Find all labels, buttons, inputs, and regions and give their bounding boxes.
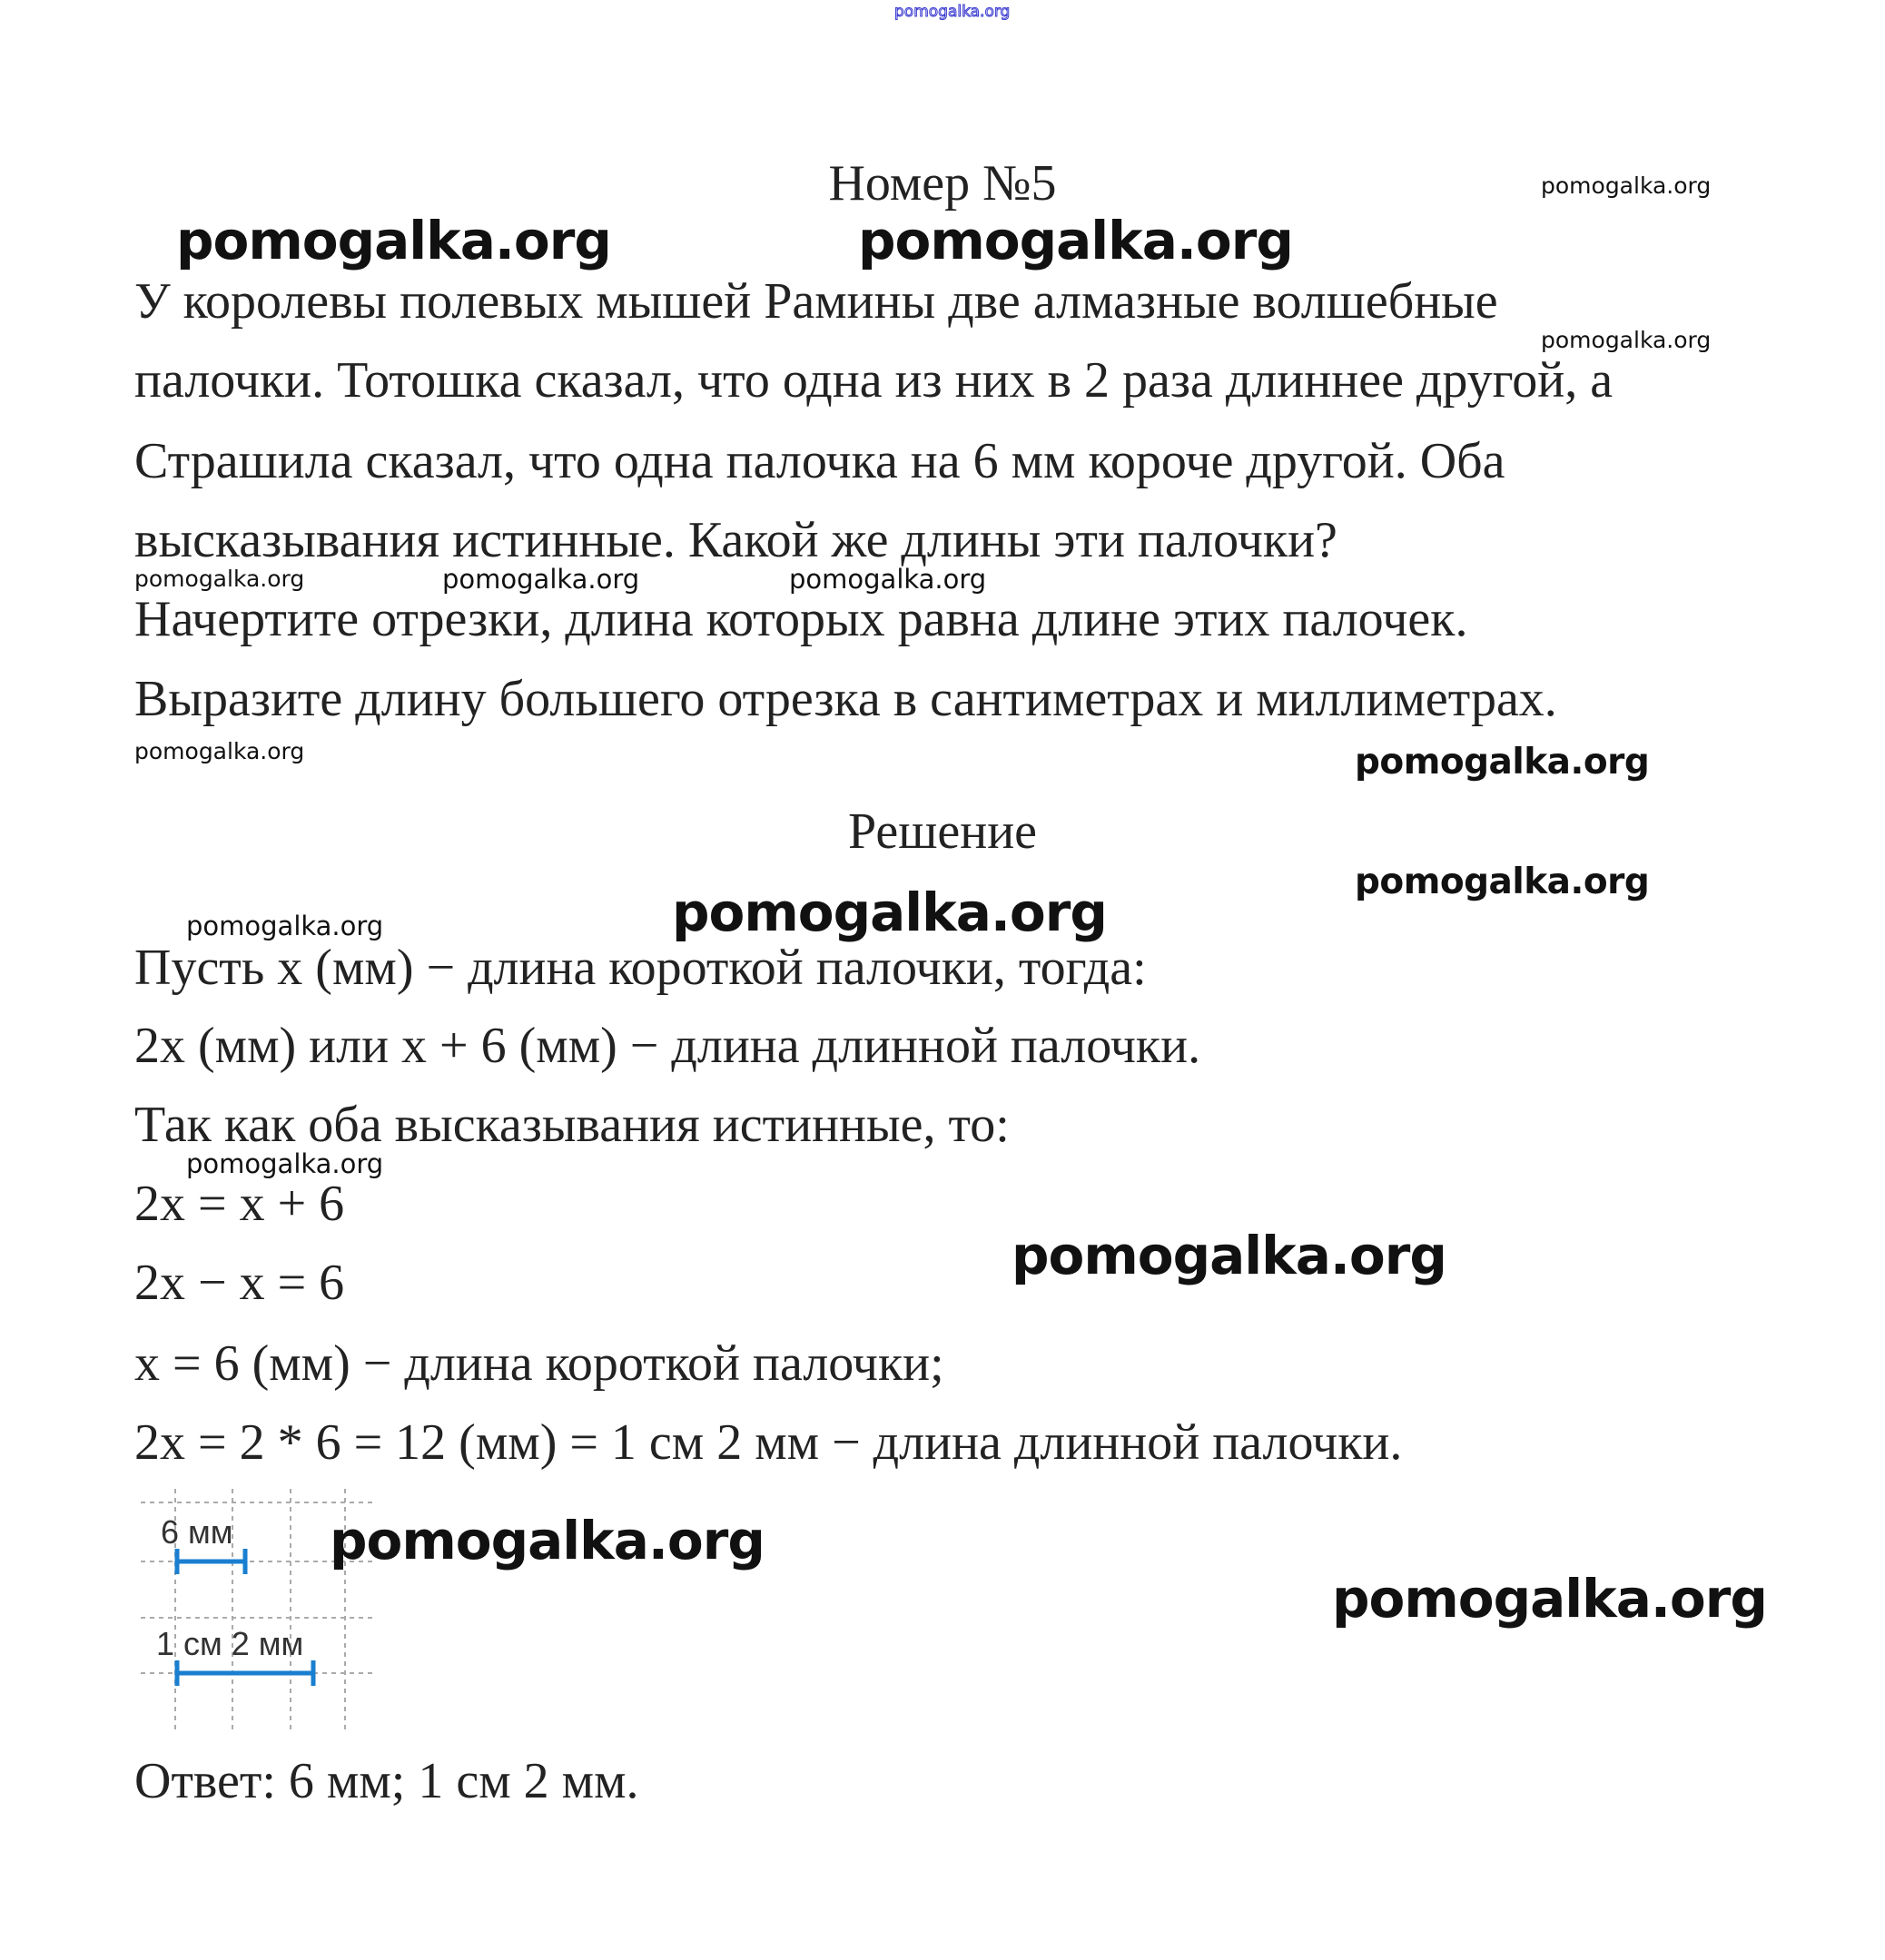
problem-line: палочки. Тотошка сказал, что одна из них в 2 раза длиннее другой, а — [134, 352, 1614, 409]
watermark: pomogalka.org — [1541, 172, 1712, 199]
watermark: pomogalka.org — [176, 210, 611, 271]
solution-line: Так как оба высказывания истинные, то: — [134, 1097, 1010, 1153]
solution-line: 2x − x = 6 — [134, 1255, 345, 1311]
watermark: pomogalka.org — [330, 1510, 765, 1571]
solution-line: 2x (мм) или x + 6 (мм) − длина длинной палочки. — [134, 1018, 1201, 1074]
watermark: pomogalka.org — [672, 882, 1107, 943]
watermark: pomogalka.org — [1355, 862, 1650, 902]
solution-line: Пусть x (мм) − длина короткой палочки, тогда: — [134, 940, 1147, 996]
watermark: pomogalka.org — [1541, 327, 1712, 353]
watermark: pomogalka.org — [442, 564, 640, 595]
watermark: pomogalka.org — [1355, 742, 1650, 783]
solution-line: 2x = x + 6 — [134, 1176, 345, 1232]
long-segment — [177, 1660, 313, 1686]
problem-line: высказывания истинные. Какой же длины эти палочки? — [134, 512, 1337, 568]
watermark: pomogalka.org — [858, 210, 1293, 271]
watermark: pomogalka.org — [134, 738, 305, 764]
watermark: pomogalka.org — [1012, 1225, 1446, 1286]
solution-line: 2x = 2 * 6 = 12 (мм) = 1 см 2 мм − длина длинной палочки. — [134, 1414, 1403, 1471]
problem-line: У королевы полевых мышей Рамины две алмазные волшебные — [134, 273, 1498, 330]
header-watermark: pomogalka.org — [894, 3, 1011, 21]
long-segment-label: 1 см 2 мм — [156, 1625, 304, 1662]
short-segment — [177, 1549, 245, 1574]
watermark: pomogalka.org — [789, 564, 987, 595]
solution-heading: Решение — [847, 803, 1038, 860]
problem-line: Выразите длину большего отрезка в сантиметрах и миллиметрах. — [134, 671, 1557, 727]
short-segment-label: 6 мм — [161, 1513, 233, 1551]
answer: Ответ: 6 мм; 1 см 2 мм. — [134, 1753, 639, 1809]
problem-line: Страшила сказал, что одна палочка на 6 мм короче другой. Оба — [134, 433, 1505, 489]
watermark: pomogalka.org — [186, 911, 384, 941]
watermark: pomogalka.org — [186, 1148, 384, 1179]
solution-line: x = 6 (мм) − длина короткой палочки; — [134, 1335, 944, 1392]
watermark: pomogalka.org — [1332, 1568, 1767, 1630]
problem-line: Начертите отрезки, длина которых равна длине этих палочек. — [134, 591, 1468, 647]
watermark: pomogalka.org — [134, 566, 305, 592]
page-title: Номер №5 — [828, 155, 1057, 212]
